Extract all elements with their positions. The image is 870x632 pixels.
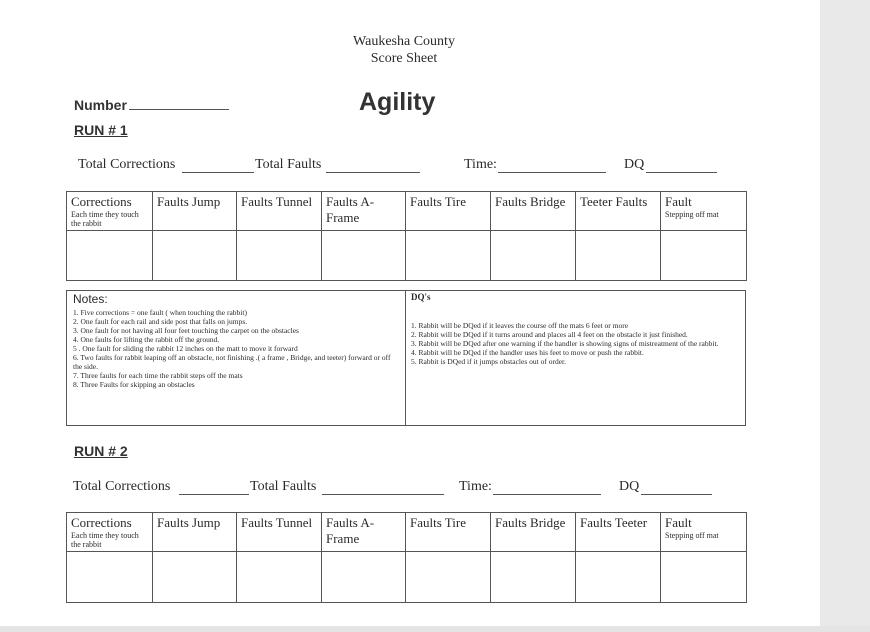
run1-col-tire: Faults Tire (406, 192, 491, 231)
run1-total-corrections-label: Total Corrections (78, 157, 176, 172)
run1-total-faults-blank[interactable] (326, 172, 420, 173)
run1-entry-tire[interactable] (406, 231, 491, 281)
run1-header-row (67, 192, 747, 231)
run2-col-tunnel: Faults Tunnel (237, 513, 322, 552)
run1-entry-jump[interactable] (153, 231, 237, 281)
run1-dq-label: DQ (624, 157, 645, 172)
run1-dq-blank[interactable] (646, 172, 717, 173)
run2-faults-table (66, 512, 747, 603)
run1-col-stepping-off: Fault Stepping off mat (661, 192, 747, 231)
run2-entry-tire[interactable] (406, 552, 491, 603)
sheet-subtitle: Score Sheet (370, 51, 438, 66)
run2-entry-teeter[interactable] (576, 552, 661, 603)
notes-list (73, 308, 399, 389)
run2-col-jump: Faults Jump (153, 513, 237, 552)
run2-title: RUN # 2 (74, 443, 128, 459)
dq-item: 3. Rabbit will be DQed after one warning if the handler is showing signs of mistreatment of the rabbit. (411, 339, 719, 348)
run1-entry-tunnel[interactable] (237, 231, 322, 281)
run2-entry-tunnel[interactable] (237, 552, 322, 603)
scan-margin-right (820, 0, 870, 632)
note-item: 8. Three Faults for skipping an obstacles (73, 380, 195, 389)
note-item: 2. One fault for each rail and side post that falls on jumps. (73, 317, 248, 326)
dq-list (411, 321, 739, 366)
run1-entry-bridge[interactable] (491, 231, 576, 281)
note-item: 6. Two faults for rabbit leaping off an obstacle, not finishing .( a frame , Bridge, and teeter) forward or off the side. (73, 353, 391, 371)
run1-entry-aframe[interactable] (322, 231, 406, 281)
run2-entry-aframe[interactable] (322, 552, 406, 603)
number-blank[interactable] (129, 99, 229, 110)
run1-entry-teeter[interactable] (576, 231, 661, 281)
run2-col-aframe: Faults A-Frame (322, 513, 406, 552)
run2-header-row (67, 513, 747, 552)
run1-col-corrections: Corrections Each time they touch the rabbit (67, 192, 153, 231)
run2-entry-stepping-off[interactable] (661, 552, 747, 603)
number-field (74, 97, 229, 113)
note-item: 7. Three faults for each time the rabbit steps off the mats (73, 371, 243, 380)
run1-col-bridge: Faults Bridge (491, 192, 576, 231)
scan-margin-bottom (0, 626, 870, 632)
run2-entry-jump[interactable] (153, 552, 237, 603)
run1-col-aframe: Faults A-Frame (322, 192, 406, 231)
run1-time-label: Time: (464, 157, 497, 172)
run2-total-corrections-label: Total Corrections (73, 479, 171, 494)
run2-col-teeter: Faults Teeter (576, 513, 661, 552)
run2-total-corrections-blank[interactable] (179, 494, 249, 495)
run1-entry-corrections[interactable] (67, 231, 153, 281)
dq-item: 2. Rabbit will be DQed if it turns around and places all 4 feet on the obstacle it just finished. (411, 330, 688, 339)
run2-time-label: Time: (459, 479, 492, 494)
run1-entry-row (67, 231, 747, 281)
run2-total-faults-label: Total Faults (250, 479, 317, 494)
run2-dq-blank[interactable] (641, 494, 712, 495)
run1-title: RUN # 1 (74, 122, 128, 138)
run1-entry-stepping-off[interactable] (661, 231, 747, 281)
run1-col-tunnel: Faults Tunnel (237, 192, 322, 231)
county-name: Waukesha County (353, 34, 455, 49)
page-title: Agility (359, 88, 436, 116)
run2-col-corrections: Corrections Each time they touch the rabbit (67, 513, 153, 552)
note-item: 4. One faults for lifting the rabbit off the ground. (73, 335, 220, 344)
notes-dq-box (66, 290, 746, 426)
note-item: 5 . One fault for sliding the rabbit 12 inches on the matt to move it forward (73, 344, 298, 353)
run2-entry-row (67, 552, 747, 603)
run2-dq-label: DQ (619, 479, 640, 494)
dq-item: 5. Rabbit is DQed if it jumps obstacles out of order. (411, 357, 566, 366)
run2-col-tire: Faults Tire (406, 513, 491, 552)
run1-total-corrections-blank[interactable] (182, 172, 254, 173)
dq-item: 4. Rabbit will be DQed if the handler uses his feet to move or push the rabbit. (411, 348, 644, 357)
run1-time-blank[interactable] (498, 172, 606, 173)
run2-col-bridge: Faults Bridge (491, 513, 576, 552)
run1-col-jump: Faults Jump (153, 192, 237, 231)
run1-faults-table (66, 191, 747, 281)
run2-col-stepping-off: Fault Stepping off mat (661, 513, 747, 552)
note-item: 1. Five corrections = one fault ( when touching the rabbit) (73, 308, 247, 317)
dq-heading: DQ's (411, 292, 431, 302)
run2-entry-bridge[interactable] (491, 552, 576, 603)
note-item: 3. One fault for not having all four feet touching the carpet on the obstacles (73, 326, 299, 335)
run1-col-teeter: Teeter Faults (576, 192, 661, 231)
run2-total-faults-blank[interactable] (322, 494, 444, 495)
dq-item: 1. Rabbit will be DQed if it leaves the course off the mats 6 feet or more (411, 321, 629, 330)
run2-time-blank[interactable] (493, 494, 601, 495)
run1-total-faults-label: Total Faults (255, 157, 322, 172)
number-label: Number (74, 97, 127, 113)
notes-heading: Notes: (73, 292, 108, 306)
run2-entry-corrections[interactable] (67, 552, 153, 603)
